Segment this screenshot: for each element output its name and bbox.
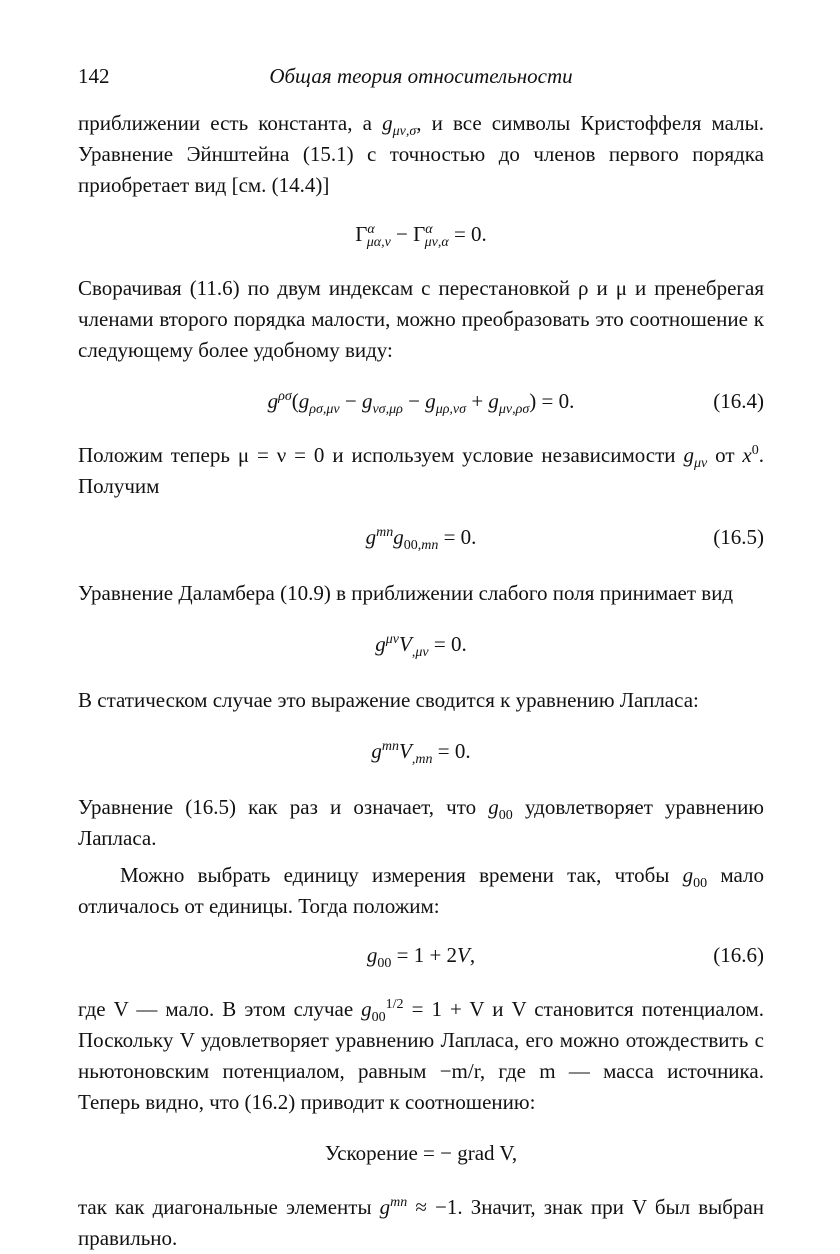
math-inline-g-munu: $g_{\mu\nu}$ [683, 443, 708, 472]
equation-number-16-4: (16.4) [713, 389, 764, 413]
paragraph-3: Положим теперь μ = ν = 0 и используем условие независимости $g_{\mu\nu}$ от $x^0$. Получим [78, 443, 764, 498]
equation-16-5: $g^{mn}g_{00,mn} = 0$. (16.5) [78, 522, 764, 556]
paragraph-7: Можно выбрать единицу измерения времени так, чтобы $g_{00}$ мало отличалось от единицы. Тогда положим: [78, 863, 764, 918]
paragraph-1-text-b: , и все символы Кристоффеля малы. Уравнение Эйнштейна (15.1) с точностью до членов первого порядка приобретает вид [см. (14.4)] [78, 111, 764, 197]
page-number: 142 [78, 64, 110, 88]
math-inline-g00-b: $g_{00}$ [682, 863, 708, 892]
math-inline-g00: $g_{00}$ [488, 795, 513, 824]
paragraph-4: Уравнение Даламбера (10.9) в приближении слабого поля принимает вид [78, 581, 734, 605]
equation-number-16-6: (16.6) [713, 943, 764, 967]
paragraph-6: Уравнение (16.5) как раз и означает, что $g_{00}$ удовлетворяет уравнению Лапласа. [78, 795, 764, 850]
math-inline-gmn: $g^{mn}$ [379, 1195, 408, 1219]
paragraph-5: В статическом случае это выражение сводится к уравнению Лапласа: [78, 688, 699, 712]
math-inline-g-munu-sigma: $g_{\mu\nu,\sigma}$ [382, 111, 417, 140]
equation-16-6: $g_{00} = 1 + 2V$, (16.6) [78, 940, 764, 974]
running-title: Общая теория относительности [269, 64, 573, 88]
equation-16-4: $g^{\rho\sigma}(g_{\rho\sigma,\mu\nu} - g_{\nu\sigma,\mu\rho} - g_{\mu\rho,\nu\sigma} + g_{\mu\nu,\rho\sigma}) = 0$. (16.4) [78, 386, 764, 420]
paragraph-9: так как диагональные элементы $g^{mn} \approx -1$. Значит, знак при V был выбран правильно. [78, 1195, 764, 1250]
equation-christoffel: $\Gamma^\alpha_{\mu\alpha,\nu} - \Gamma^\alpha_{\mu\nu,\alpha} = 0$. [355, 222, 487, 251]
equation-laplace: $g^{mn}V_{,mn} = 0$. [371, 739, 471, 768]
equation-dalembert: $g^{\mu\nu}V_{,\mu\nu} = 0$. [375, 632, 467, 661]
page-body [78, 108, 764, 1254]
paragraph-8: где V — мало. В этом случае $g_{00}^{1/2} = 1 + V$ и V становится потенциалом. Поскольку V удовлетворяет уравнению Лапласа, его можно отождествить с ньютоновским потенциалом, равным −m/r, где m — масса источника. Теперь видно, что (16.2) приводит к соотношению: [78, 997, 764, 1114]
math-inline-x0: $x^0$ [742, 443, 759, 467]
acceleration-rhs: = − grad V, [417, 1141, 518, 1165]
paragraph-1-text-a: приближении есть константа, а [78, 111, 383, 135]
paragraph-1 [78, 108, 764, 201]
page-header [78, 64, 764, 94]
paragraph-2: Сворачивая (11.6) по двум индексам с перестановкой ρ и μ и пренебрегая членами второго порядка малости, можно преобразовать это соотношение к следующему более удобному виду: [78, 276, 764, 362]
math-inline-g00-sqrt: $g_{00}^{1/2}$ [361, 997, 404, 1026]
equation-number-16-5: (16.5) [713, 525, 764, 549]
acceleration-word: Ускорение [324, 1141, 418, 1165]
equation-acceleration [78, 1138, 764, 1172]
